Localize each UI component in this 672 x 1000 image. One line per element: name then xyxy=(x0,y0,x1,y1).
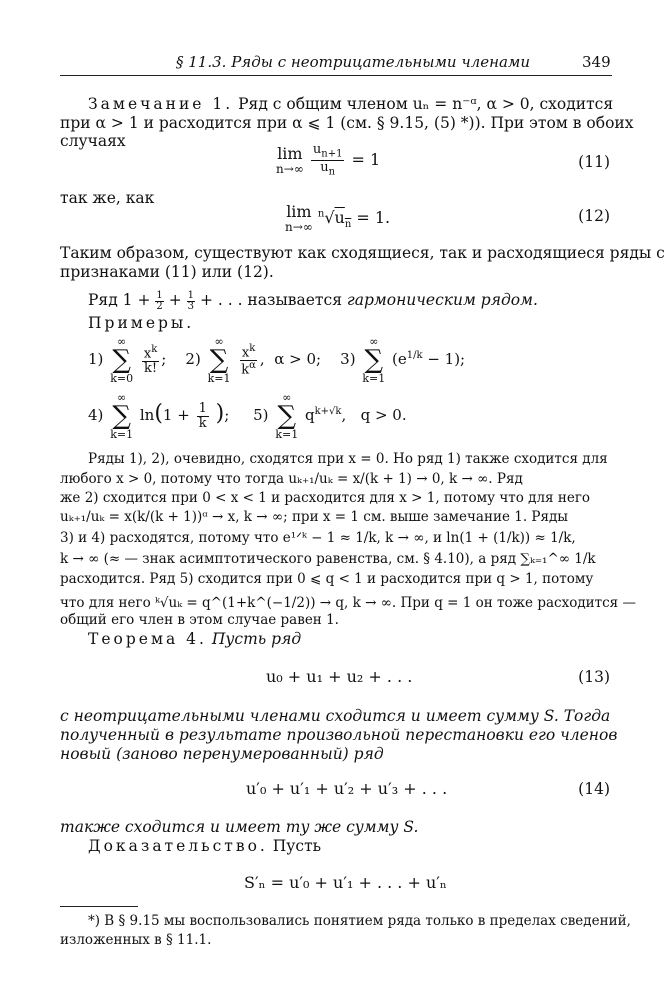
equation-14: u′₀ + u′₁ + u′₂ + u′₃ + . . . xyxy=(246,779,448,798)
discussion-line-6: k → ∞ (≈ — знак асимптотического равенства, см. § 4.10), а ряд ∑ₖ₌₁^∞ 1/k xyxy=(60,551,596,567)
sum-sign: ∞ ∑ k=1 xyxy=(207,335,231,385)
fraction-third: $\frac{1}{3}$ xyxy=(187,289,195,312)
remark-line-4: так же, как xyxy=(60,189,155,207)
equation-14-number: (14) xyxy=(578,780,610,798)
example-1-number: 1) xyxy=(88,350,104,368)
limit-operator: lim n→∞ xyxy=(276,144,304,176)
sum-sign: ∞ ∑ k=1 xyxy=(275,391,299,441)
footnote-line-2: изложенных в § 11.1. xyxy=(60,932,212,948)
limit-operator: lim n→∞ xyxy=(285,202,313,234)
page-number: 349 xyxy=(582,53,611,71)
remark-line-6: признаками (11) или (12). xyxy=(60,263,274,281)
example-2-condition: α > 0; xyxy=(274,350,322,368)
fraction-half: $\frac{1}{2}$ xyxy=(156,289,163,312)
discussion-line-2: любого x > 0, потому что тогда uₖ₊₁/uₖ = x/(k + 1) → 0, k → ∞. Ряд xyxy=(60,471,523,487)
proof-label: Доказательство. xyxy=(88,837,268,855)
ratio-fraction: $\frac{u_{n+1}}{u_n}$ xyxy=(312,142,343,178)
discussion-line-3: же 2) сходится при 0 < x < 1 и расходится для x > 1, потому что для него xyxy=(60,490,591,506)
footnote-rule xyxy=(60,906,138,907)
theorem-body-1: с неотрицательными членами сходится и имеет сумму S. Тогда xyxy=(60,707,611,725)
discussion-line-9: общий его член в этом случае равен 1. xyxy=(60,612,339,628)
sum-sign: ∞ ∑ k=0 xyxy=(110,335,134,385)
discussion-line-1: Ряды 1), 2), очевидно, сходятся при x = 0. Но ряд 1) также сходится для xyxy=(88,451,608,467)
harmonic-term: гармоническим рядом. xyxy=(346,291,538,309)
running-title: § 11.3. Ряды с неотрицательными членами xyxy=(176,53,531,71)
header-rule xyxy=(60,75,612,76)
harmonic-series-line: Ряд 1 + $\frac{1}{2}$ + $\frac{1}{3}$ + . . . называется гармоническим рядом. xyxy=(88,289,538,312)
remark-line-2: при α > 1 и расходится при α ⩽ 1 (см. § 9.15, (5) *)). При этом в обоих xyxy=(60,114,634,132)
equation-11-number: (11) xyxy=(578,153,610,171)
remark-text-1: Ряд с общим членом uₙ = n⁻ᵅ, α > 0, сходится xyxy=(238,95,614,113)
proof-heading xyxy=(88,836,321,856)
discussion-line-8: что для него ᵏ√uₖ = q^(1+k^(−1/2)) → q, k → ∞. При q = 1 он тоже расходится — xyxy=(60,595,636,611)
example-3-number: 3) xyxy=(340,350,356,368)
harmonic-suffix: + . . . называется xyxy=(199,291,342,309)
remark-line-1 xyxy=(88,94,613,114)
discussion-line-5: 3) и 4) расходятся, потому что e¹ᐟᵏ − 1 ≈ 1/k, k → ∞, и ln(1 + (1/k)) ≈ 1/k, xyxy=(60,530,576,546)
equation-12-number: (12) xyxy=(578,207,610,225)
examples-row-1: 1) ∞ ∑ k=0 $\frac{x^k}{k!}$ ; 2) ∞ ∑ k=1 $\frac{x^k}{k^\alpha}$ , α > 0; 3) ∞ ∑ k=1 $(e^{1/k} - 1)$; xyxy=(88,335,466,385)
remark-label: Замечание 1. xyxy=(88,95,234,113)
remark-line-3: случаях xyxy=(60,132,126,150)
equation-11: lim n→∞ $\frac{u_{n+1}}{u_n}$ = 1 xyxy=(276,142,381,178)
proof-equation: S′ₙ = u′₀ + u′₁ + . . . + u′ₙ xyxy=(244,873,447,892)
theorem-intro: Пусть ряд xyxy=(211,630,302,648)
example-5-number: 5) xyxy=(253,406,269,424)
theorem-body-4: также сходится и имеет ту же сумму S. xyxy=(60,818,419,836)
theorem-body-2: полученный в результате произвольной перестановки его членов xyxy=(60,726,618,744)
equation-13-number: (13) xyxy=(578,668,610,686)
theorem-body-3: новый (заново перенумерованный) ряд xyxy=(60,745,384,763)
proof-intro: Пусть xyxy=(272,837,322,855)
equation-12: lim n→∞ $^n√u_n = 1$. xyxy=(285,202,391,234)
theorem-heading xyxy=(88,629,301,649)
footnote-line-1: *) В § 9.15 мы воспользовались понятием ряда только в пределах сведений, xyxy=(88,913,631,929)
remark-line-5: Таким образом, существуют как сходящиеся, так и расходящиеся ряды с xyxy=(60,244,665,262)
examples-row-2: 4) ∞ ∑ k=1 ln(1 + $\frac{1}{k}$ ); 5) ∞ ∑ k=1 $q^{k+√k}$, q > 0. xyxy=(88,391,407,441)
example-4-number: 4) xyxy=(88,406,104,424)
theorem-label: Теорема 4. xyxy=(88,630,207,648)
example-5-condition: q > 0. xyxy=(360,406,407,424)
harmonic-prefix: Ряд 1 + xyxy=(88,291,151,309)
example-2-number: 2) xyxy=(185,350,201,368)
discussion-line-7: расходится. Ряд 5) сходится при 0 ⩽ q < 1 и расходится при q > 1, потому xyxy=(60,571,594,587)
examples-label: Примеры. xyxy=(88,314,195,332)
sum-sign: ∞ ∑ k=1 xyxy=(110,391,134,441)
discussion-line-4: uₖ₊₁/uₖ = x(k/(k + 1))ᵅ → x, k → ∞; при x = 1 см. выше замечание 1. Ряды xyxy=(60,509,569,525)
sum-sign: ∞ ∑ k=1 xyxy=(362,335,386,385)
equation-13: u₀ + u₁ + u₂ + . . . xyxy=(266,667,413,686)
